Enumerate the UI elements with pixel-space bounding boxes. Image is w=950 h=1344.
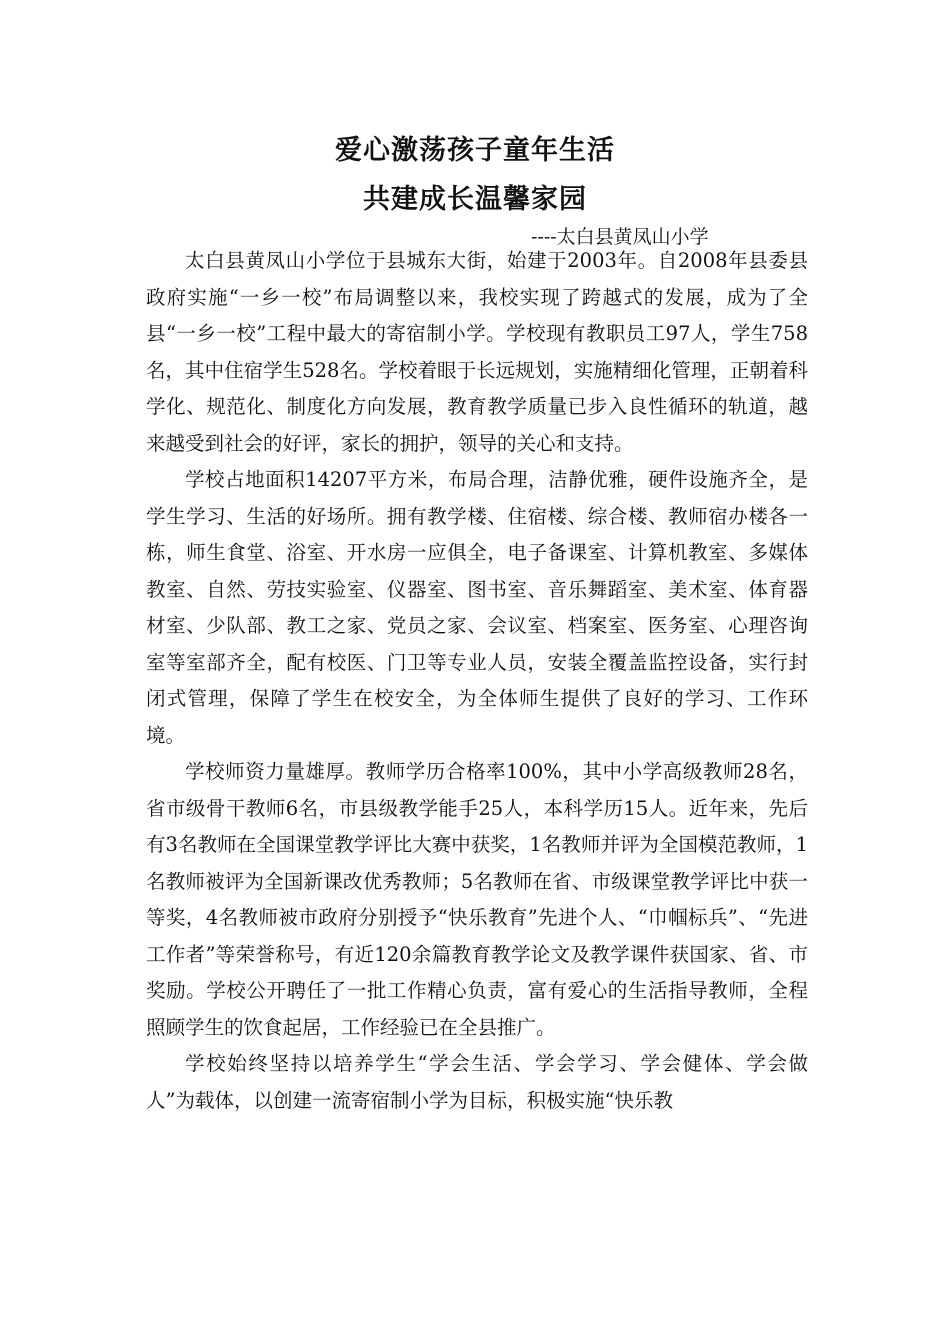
body-paragraph-3: 学校师资力量雄厚。教师学历合格率100%，其中小学高级教师28名，省市级骨干教师6名，市县级教学能手25人，本科学历15人。近年来，先后有3名教师在全国课堂教学评比大赛中获奖，1名教师并评为全国模范教师，1名教师被评为全国新课改优秀教师；5名教师在省、市级课堂教学评比中获一等奖，4名教师被市政府分别授予“快乐教育”先进个人、“巾帼标兵”、“先进工作者”等荣誉称号，有近120余篇教育教学论文及教学课件获国家、省、市奖励。学校公开聘任了一批工作精心负责，富有爱心的生活指导教师，全程照顾学生的饮食起居，工作经验已在全县推广。	[146, 760, 808, 1039]
body-paragraph-1: 太白县黄凤山小学位于县城东大街，始建于2003年。自2008年县委县政府实施“一乡一校”布局调整以来，我校实现了跨越式的发展，成为了全县“一乡一校”工程中最大的寄宿制小学。学校现有教职员工97人，学生758名，其中住宿学生528名。学校着眼于长远规划，实施精细化管理，正朝着科学化、规范化、制度化方向发展，教育教学质量已步入良性循环的轨道，越来越受到社会的好评，家长的拥护，领导的关心和支持。	[146, 249, 808, 455]
document-title-line-1: 爱心激荡孩子童年生活	[335, 135, 615, 166]
body-paragraph-4: 学校始终坚持以培养学生“学会生活、学会学习、学会健体、学会做人”为载体，以创建一流寄宿制小学为目标，积极实施“快乐教	[146, 1052, 808, 1112]
document-body	[146, 243, 808, 1119]
document-byline: ----太白县黄凤山小学	[531, 226, 709, 248]
body-paragraph-2: 学校占地面积14207平方米，布局合理，洁静优雅，硬件设施齐全，是学生学习、生活的好场所。拥有教学楼、住宿楼、综合楼、教师宿办楼各一栋，师生食堂、浴室、开水房一应俱全，电子备课室、计算机教室、多媒体教室、自然、劳技实验室、仪器室、图书室、音乐舞蹈室、美术室、体育器材室、少队部、教工之家、党员之家、会议室、档案室、医务室、心理咨询室等室部齐全，配有校医、门卫等专业人员，安装全覆盖监控设备，实行封闭式管理，保障了学生在校安全，为全体师生提供了良好的学习、工作环境。	[146, 468, 808, 747]
document-title-line-2: 共建成长温馨家园	[363, 184, 587, 215]
